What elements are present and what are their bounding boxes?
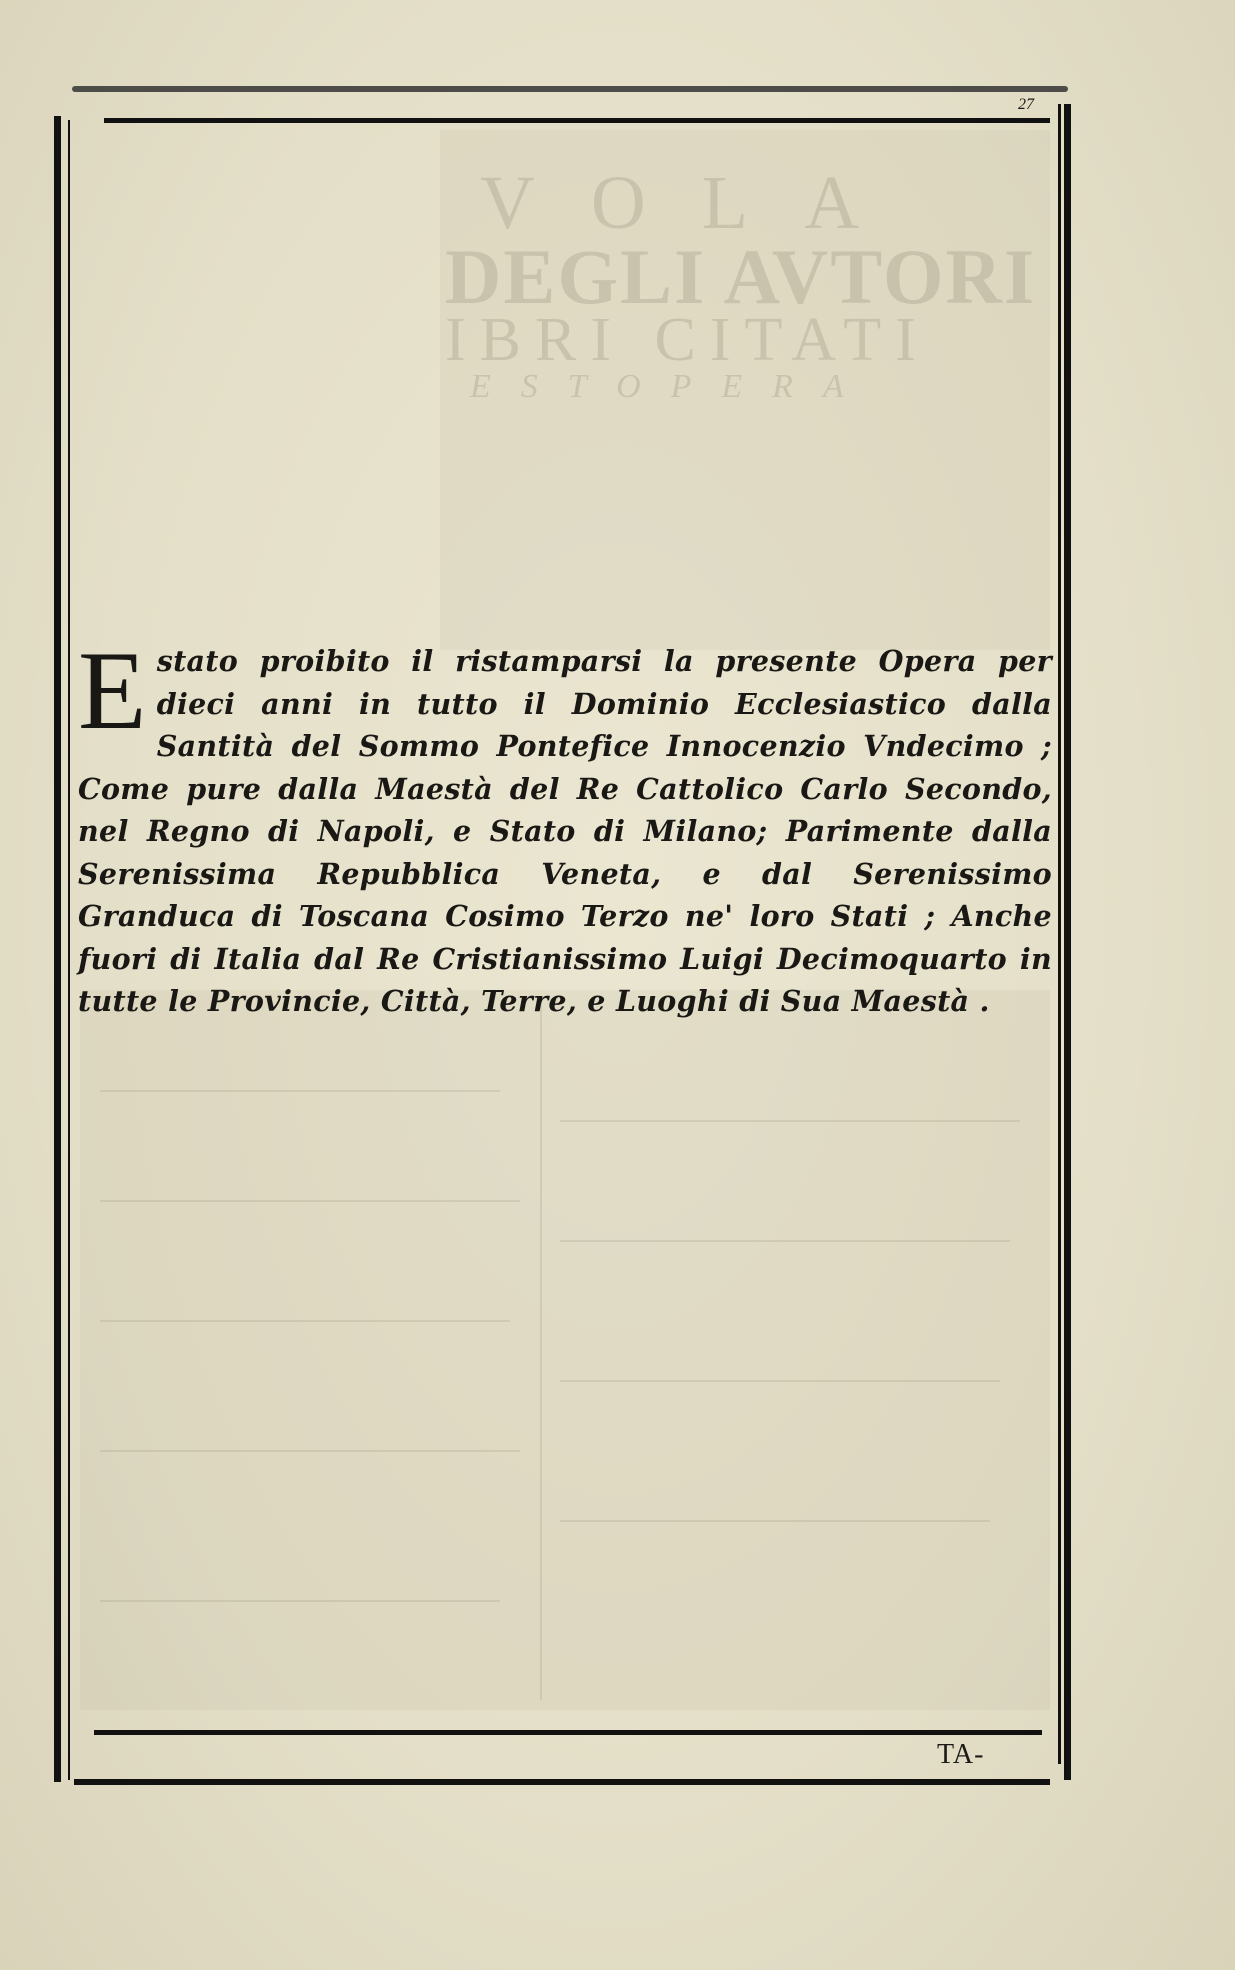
show-through-text: VOLA bbox=[480, 161, 916, 245]
show-through-block bbox=[80, 990, 1050, 1710]
bottom-rule bbox=[74, 1779, 1050, 1785]
show-through-rule bbox=[100, 1600, 500, 1602]
show-through-rule bbox=[560, 1380, 1000, 1382]
inner-bottom-rule bbox=[94, 1730, 1042, 1735]
show-through-rule bbox=[560, 1520, 990, 1522]
show-through-rule bbox=[560, 1240, 1010, 1242]
show-through-text: ESTOPERA bbox=[470, 368, 874, 405]
show-through-rule bbox=[100, 1450, 520, 1452]
right-outer-rule bbox=[1064, 104, 1071, 1780]
show-through-rule bbox=[540, 1000, 542, 1700]
printing-privilege-notice bbox=[78, 629, 1052, 1023]
show-through-block bbox=[440, 130, 1050, 650]
show-through-rule bbox=[100, 1320, 510, 1322]
page-number: 27 bbox=[1018, 96, 1034, 113]
notice-text: stato proibito il ristamparsi la presente Opera per dieci anni in tutto il Dominio Ecclesiastico dalla Santità del Sommo Pontefice Innocenzio Vndecimo ; Come pure dalla Maestà del Re Cattolico Carlo Secondo, nel Regno di Napoli, e Stato di Milano; Parimente dalla Serenissima Repubblica Veneta, e dal Serenissimo Granduca di Toscana Cosimo Terzo ne' loro Stati ; Anche fuori di Italia dal Re Cristianissimo Luigi Decimoquarto in tutte le Provincie, Città, Terre, e Luoghi di Sua Maestà . bbox=[78, 644, 1052, 1018]
show-through-rule bbox=[560, 1120, 1020, 1122]
show-through-text: IBRI CITATI bbox=[445, 306, 930, 374]
drop-cap: E bbox=[78, 629, 147, 753]
show-through-rule bbox=[100, 1200, 520, 1202]
top-rule bbox=[72, 86, 1068, 92]
show-through-rule bbox=[100, 1090, 500, 1092]
left-inner-rule bbox=[68, 120, 70, 1780]
inner-top-rule bbox=[104, 118, 1050, 123]
right-inner-rule bbox=[1058, 104, 1061, 1764]
catchword: TA- bbox=[937, 1739, 985, 1770]
show-through-text: DEGLI AVTORI bbox=[445, 233, 1037, 320]
left-outer-rule bbox=[54, 116, 61, 1782]
